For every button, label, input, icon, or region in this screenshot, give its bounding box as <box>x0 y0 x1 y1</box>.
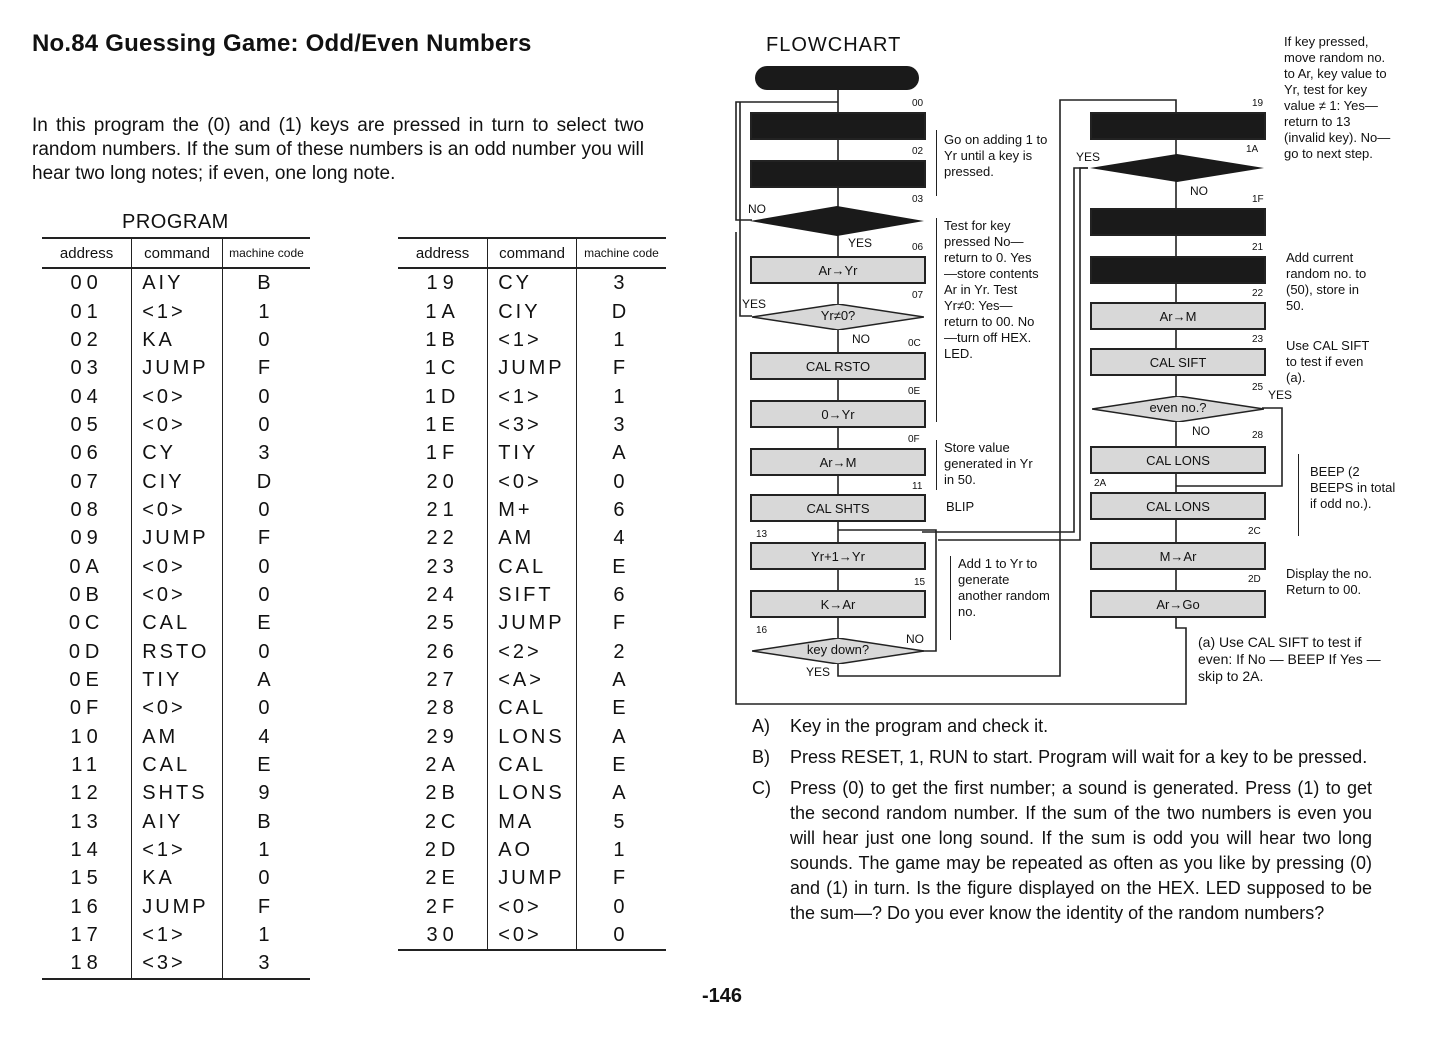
command-cell: CAL <box>132 609 223 637</box>
note-go-on: Go on adding 1 to Yr until a key is pressed. <box>944 132 1048 179</box>
label-yes: YES <box>1268 388 1293 402</box>
label-no: NO <box>906 632 924 646</box>
machine-code-cell: 6 <box>613 498 630 521</box>
address-cell: 2E <box>398 864 488 892</box>
note-bracket <box>1298 454 1299 536</box>
machine-code-cell: 1 <box>613 328 630 351</box>
address-cell: 27 <box>398 666 488 694</box>
step-number: 13 <box>756 529 768 540</box>
column-header-command: command <box>132 238 223 268</box>
machine-code-cell: A <box>612 442 631 465</box>
command-cell: <2> <box>488 637 577 665</box>
step-number: 00 <box>912 98 924 109</box>
command-cell: <1> <box>488 326 577 354</box>
decision-label-yr-nonzero: Yr≠0? <box>820 308 856 323</box>
machine-code-cell: 3 <box>222 949 310 978</box>
machine-code-cell: A <box>612 725 631 748</box>
step-number: 1A <box>1246 144 1259 155</box>
command-cell: CAL <box>488 552 577 580</box>
machine-code-cell: 0 <box>258 385 275 408</box>
address-cell: 02 <box>42 326 132 354</box>
address-cell: 1A <box>398 297 488 325</box>
label-yes: YES <box>806 665 831 679</box>
command-cell: JUMP <box>488 609 577 637</box>
command-cell: AM <box>488 524 577 552</box>
address-cell: 2A <box>398 751 488 779</box>
start-terminal <box>755 66 919 90</box>
address-cell: 06 <box>42 439 132 467</box>
machine-code-cell: E <box>612 697 631 720</box>
address-cell: 14 <box>42 836 132 864</box>
step-number: 15 <box>914 577 926 588</box>
flowchart-box-tiy <box>1090 208 1266 236</box>
command-cell: <1> <box>488 382 577 410</box>
machine-code-cell: 0 <box>258 583 275 606</box>
command-cell: <1> <box>132 836 223 864</box>
address-cell: 17 <box>42 921 132 949</box>
machine-code-cell: 3 <box>613 272 630 295</box>
machine-code-cell: 6 <box>613 583 630 606</box>
step-number: 1F <box>1252 194 1264 205</box>
address-cell: 25 <box>398 609 488 637</box>
machine-code-cell: F <box>257 527 276 550</box>
command-cell: <1> <box>132 921 223 949</box>
machine-code-cell: 1 <box>258 300 275 323</box>
command-cell: AIY <box>132 808 223 836</box>
address-cell: 28 <box>398 694 488 722</box>
machine-code-cell: E <box>612 555 631 578</box>
label-yes: YES <box>742 297 767 311</box>
note-beep: BEEP (2 BEEPS in total if odd no.). <box>1310 464 1396 511</box>
flowchart-box-m-ar: M→Ar <box>1090 542 1266 570</box>
command-cell: CY <box>132 439 223 467</box>
decision-label-key-down: key down? <box>806 642 870 657</box>
machine-code-cell: B <box>257 272 276 295</box>
address-cell: 0D <box>42 637 132 665</box>
command-cell: JUMP <box>132 354 223 382</box>
address-cell: 18 <box>42 949 132 978</box>
step-number: 2A <box>1094 478 1107 489</box>
address-cell: 09 <box>42 524 132 552</box>
machine-code-cell: E <box>257 612 276 635</box>
address-cell: 2F <box>398 893 488 921</box>
note-bracket <box>936 218 937 422</box>
address-cell: 03 <box>42 354 132 382</box>
flowchart-box-aiy <box>750 112 926 140</box>
decision-label-even: even no.? <box>1149 400 1207 415</box>
command-cell: MA <box>488 808 577 836</box>
machine-code-cell: A <box>257 668 276 691</box>
command-cell: AO <box>488 836 577 864</box>
address-cell: 30 <box>398 921 488 950</box>
command-cell: <0> <box>132 694 223 722</box>
machine-code-cell: 1 <box>613 385 630 408</box>
machine-code-cell: A <box>612 668 631 691</box>
flowchart-box-cal-shts: CAL SHTS <box>750 494 926 522</box>
step-number: 2C <box>1248 526 1261 537</box>
address-cell: 26 <box>398 637 488 665</box>
instruction-steps <box>752 714 1372 932</box>
command-cell: CAL <box>488 694 577 722</box>
command-cell: <0> <box>132 382 223 410</box>
command-cell: <0> <box>488 467 577 495</box>
address-cell: 24 <box>398 581 488 609</box>
machine-code-cell: 0 <box>576 921 666 950</box>
flowchart-decision-key-value <box>1090 154 1264 182</box>
command-cell: CAL <box>488 751 577 779</box>
flowchart-decision-key <box>750 206 924 236</box>
label-yes: YES <box>848 236 873 250</box>
address-cell: 20 <box>398 467 488 495</box>
command-cell: <0> <box>132 581 223 609</box>
machine-code-cell: 0 <box>258 498 275 521</box>
program-heading: PROGRAM <box>122 211 229 233</box>
address-cell: 11 <box>42 751 132 779</box>
command-cell: M+ <box>488 496 577 524</box>
command-cell: <3> <box>488 411 577 439</box>
machine-code-cell: F <box>612 612 631 635</box>
step-number: 11 <box>912 481 923 492</box>
machine-code-cell: A <box>612 782 631 805</box>
machine-code-cell: 2 <box>613 640 630 663</box>
machine-code-cell: B <box>257 810 276 833</box>
address-cell: 1F <box>398 439 488 467</box>
address-cell: 16 <box>42 893 132 921</box>
command-cell: CAL <box>132 751 223 779</box>
machine-code-cell: 3 <box>258 442 275 465</box>
machine-code-cell: D <box>611 300 632 323</box>
flowchart-box-ar-go: Ar→Go <box>1090 590 1266 618</box>
note-test-key: Test for key pressed No—return to 0. Yes—store contents Ar in Yr. Test Yr≠0: Yes—return to 00. No—turn off HEX. LED. <box>944 218 1039 361</box>
machine-code-cell: 1 <box>258 839 275 862</box>
command-cell: <A> <box>488 666 577 694</box>
flowchart-box-zero-yr: 0→Yr <box>750 400 926 428</box>
machine-code-cell: F <box>257 357 276 380</box>
step-number: 25 <box>1252 382 1264 393</box>
command-cell: <0> <box>488 921 577 950</box>
address-cell: 2D <box>398 836 488 864</box>
step-number: 0E <box>908 386 921 397</box>
command-cell: JUMP <box>132 524 223 552</box>
address-cell: 01 <box>42 297 132 325</box>
command-cell: CIY <box>132 467 223 495</box>
flowchart-box-cal-lons-2: CAL LONS <box>1090 492 1266 520</box>
note-display: Display the no. Return to 00. <box>1286 566 1372 597</box>
flowchart-box-k-ar: K→Ar <box>750 590 926 618</box>
address-cell: 13 <box>42 808 132 836</box>
machine-code-cell: E <box>257 754 276 777</box>
flowchart-box-ar-yr: Ar→Yr <box>750 256 926 284</box>
step-number: 22 <box>1252 288 1264 299</box>
address-cell: 1E <box>398 411 488 439</box>
step-number: 28 <box>1252 430 1264 441</box>
command-cell: SIFT <box>488 581 577 609</box>
command-cell: KA <box>132 864 223 892</box>
command-cell: <0> <box>488 893 577 921</box>
label-no: NO <box>748 202 766 216</box>
column-header-machine-code: machine code <box>576 238 666 268</box>
column-header-machine-code: machine code <box>222 238 310 268</box>
note-add-current: Add current random no. to (50), store in 50. <box>1286 250 1367 313</box>
page-title: No.84 Guessing Game: Odd/Even Numbers <box>32 30 532 57</box>
step-number: 16 <box>756 625 768 636</box>
command-cell: <0> <box>132 411 223 439</box>
machine-code-cell: 4 <box>258 725 275 748</box>
command-cell: CIY <box>488 297 577 325</box>
address-cell: 00 <box>42 268 132 297</box>
step-label: C) <box>752 778 771 798</box>
column-header-address: address <box>398 238 488 268</box>
address-cell: 0A <box>42 552 132 580</box>
command-cell: TIY <box>132 666 223 694</box>
flowchart-box-m-plus <box>1090 256 1266 284</box>
column-header-command: command <box>488 238 577 268</box>
flowchart-title: FLOWCHART <box>766 34 902 56</box>
page-number: -146 <box>702 985 743 1007</box>
step-number: 0C <box>908 338 921 349</box>
address-cell: 2B <box>398 779 488 807</box>
step-number: 21 <box>1252 242 1264 253</box>
address-cell: 2C <box>398 808 488 836</box>
address-cell: 07 <box>42 467 132 495</box>
machine-code-cell: 0 <box>613 895 630 918</box>
address-cell: 23 <box>398 552 488 580</box>
label-no: NO <box>852 332 870 346</box>
machine-code-cell: 1 <box>613 839 630 862</box>
address-cell: 21 <box>398 496 488 524</box>
column-header-address: address <box>42 238 132 268</box>
note-a: (a) Use CAL SIFT to test if even: If No — BEEP If Yes — skip to 2A. <box>1198 634 1381 684</box>
address-cell: 1D <box>398 382 488 410</box>
machine-code-cell: 0 <box>258 867 275 890</box>
step-text: Key in the program and check it. <box>790 716 1049 736</box>
instruction-step <box>752 745 1372 770</box>
command-cell: RSTO <box>132 637 223 665</box>
machine-code-cell: 0 <box>258 413 275 436</box>
command-cell: AIY <box>132 268 223 297</box>
note-store-value: Store value generated in Yr in 50. <box>944 440 1033 487</box>
address-cell: 04 <box>42 382 132 410</box>
address-cell: 1B <box>398 326 488 354</box>
note-use-cal: Use CAL SIFT to test if even (a). <box>1286 338 1370 385</box>
machine-code-cell: 1 <box>258 924 275 947</box>
label-no: NO <box>1190 184 1208 198</box>
note-bracket <box>936 130 937 196</box>
label-yes: YES <box>1076 150 1101 164</box>
address-cell: 29 <box>398 723 488 751</box>
machine-code-cell: F <box>257 895 276 918</box>
flowchart-box-ar-m-left: Ar→M <box>750 448 926 476</box>
address-cell: 12 <box>42 779 132 807</box>
note-bracket <box>936 440 937 490</box>
command-cell: AM <box>132 723 223 751</box>
label-no: NO <box>1192 424 1210 438</box>
step-label: A) <box>752 716 770 736</box>
command-cell: SHTS <box>132 779 223 807</box>
machine-code-cell: E <box>612 754 631 777</box>
flowchart-box-cal-sift: CAL SIFT <box>1090 348 1266 376</box>
machine-code-cell: 0 <box>258 555 275 578</box>
note-bracket <box>950 556 951 640</box>
machine-code-cell: 3 <box>613 413 630 436</box>
machine-code-cell: D <box>256 470 277 493</box>
address-cell: 10 <box>42 723 132 751</box>
step-number: 03 <box>912 194 924 205</box>
address-cell: 0B <box>42 581 132 609</box>
machine-code-cell: 5 <box>613 810 630 833</box>
address-cell: 19 <box>398 268 488 297</box>
step-number: 07 <box>912 290 924 301</box>
address-cell: 1C <box>398 354 488 382</box>
address-cell: 0F <box>42 694 132 722</box>
step-label: B) <box>752 747 770 767</box>
step-number: 0F <box>908 434 920 445</box>
step-number: 02 <box>912 146 924 157</box>
intro-paragraph: In this program the (0) and (1) keys are pressed in turn to select two random numbers. If the sum of these numbers is an odd number you will hear two long notes; if even, one long note. <box>32 115 644 184</box>
step-text: Press RESET, 1, RUN to start. Program will wait for a key to be pressed. <box>790 747 1368 767</box>
note-blip: BLIP <box>946 499 975 514</box>
note-if-key: If key pressed, move random no. to Ar, key value to Yr, test for key value ≠ 1: Yes—return to 13 (invalid key). No—go to next step. <box>1284 34 1391 161</box>
machine-code-cell: F <box>612 357 631 380</box>
command-cell: <0> <box>132 552 223 580</box>
command-cell: JUMP <box>488 354 577 382</box>
machine-code-cell: 9 <box>258 782 275 805</box>
machine-code-cell: 0 <box>258 697 275 720</box>
command-cell: KA <box>132 326 223 354</box>
command-cell: LONS <box>488 779 577 807</box>
command-cell: <3> <box>132 949 223 978</box>
address-cell: 0E <box>42 666 132 694</box>
command-cell: TIY <box>488 439 577 467</box>
machine-code-cell: 4 <box>613 527 630 550</box>
flowchart-box-cy <box>1090 112 1266 140</box>
flowchart-box-ar-m-right: Ar→M <box>1090 302 1266 330</box>
flowchart-box-ka <box>750 160 926 188</box>
instruction-step <box>752 714 1372 739</box>
command-cell: JUMP <box>488 864 577 892</box>
step-number: 23 <box>1252 334 1264 345</box>
machine-code-cell: 0 <box>258 640 275 663</box>
step-number: 2D <box>1248 574 1261 585</box>
flowchart-box-cal-lons-1: CAL LONS <box>1090 446 1266 474</box>
step-number: 19 <box>1252 98 1264 109</box>
command-cell: JUMP <box>132 893 223 921</box>
note-add-one: Add 1 to Yr to generate another random no. <box>958 556 1050 619</box>
address-cell: 05 <box>42 411 132 439</box>
machine-code-cell: F <box>612 867 631 890</box>
machine-code-cell: 0 <box>613 470 630 493</box>
address-cell: 15 <box>42 864 132 892</box>
flowchart-box-yr-inc: Yr+1→Yr <box>750 542 926 570</box>
step-text: Press (0) to get the first number; a sound is generated. Press (1) to get the second random number. If the sum of the two numbers is even you will hear just one long sound. If the sum is odd you will hear two long sounds. The game may be repeated as often as you like by pressing (0) and (1) in turn. Is the figure displayed on the HEX. LED supposed to be the sum—? Do you ever know the identity of the random numbers? <box>790 778 1372 923</box>
command-cell: CY <box>488 268 577 297</box>
address-cell: 0C <box>42 609 132 637</box>
instruction-step <box>752 776 1372 926</box>
address-cell: 08 <box>42 496 132 524</box>
step-number: 06 <box>912 242 924 253</box>
flowchart-box-cal-rsto: CAL RSTO <box>750 352 926 380</box>
command-cell: <0> <box>132 496 223 524</box>
command-cell: LONS <box>488 723 577 751</box>
address-cell: 22 <box>398 524 488 552</box>
machine-code-cell: 0 <box>258 328 275 351</box>
command-cell: <1> <box>132 297 223 325</box>
